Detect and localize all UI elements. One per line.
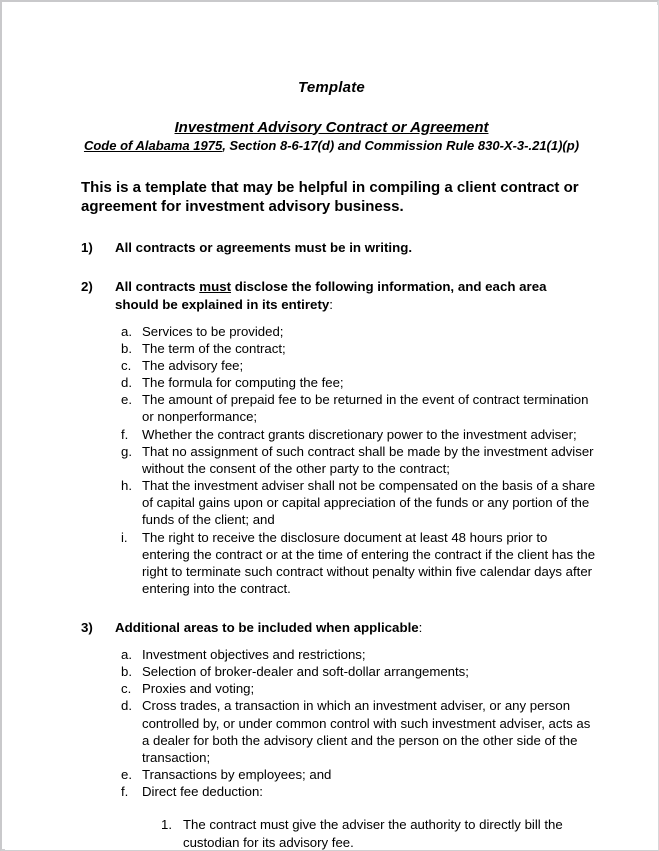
- list-item: [5, 816, 586, 850]
- list-item-text: The formula for computing the fee;: [142, 375, 344, 391]
- list-item: [5, 477, 596, 528]
- list-item-text: Services to be provided;: [142, 323, 284, 339]
- section-marker-2: 2): [81, 279, 93, 295]
- section-heading-2-emphasis: must: [199, 279, 232, 295]
- list-marker: i.: [121, 529, 128, 545]
- list-item-text: Selection of broker-dealer and soft-dollar arrangements;: [142, 664, 469, 680]
- list-item-text: The amount of prepaid fee to be returned in the event of contract termination or nonperformance;: [142, 392, 589, 425]
- section-marker-3: 3): [81, 620, 93, 636]
- document-body: [5, 5, 658, 850]
- list-item: [5, 323, 596, 340]
- section-heading-2-prefix: All contracts: [115, 279, 200, 295]
- list-item-text: Direct fee deduction:: [142, 784, 263, 800]
- list-marker: f.: [121, 784, 129, 800]
- list-item-text: Transactions by employees; and: [142, 766, 332, 782]
- citation-code-reference: Code of Alabama 1975: [83, 137, 223, 153]
- list-marker: e.: [121, 766, 132, 782]
- list-marker: h.: [121, 478, 132, 494]
- list-item: [5, 783, 596, 800]
- list-item: [5, 697, 596, 766]
- list-item-text: That no assignment of such contract shall be made by the investment adviser without the consent of the other party to the contract;: [142, 443, 594, 476]
- list-marker: e.: [121, 392, 132, 408]
- list-marker: b.: [121, 340, 132, 356]
- list-item: [5, 766, 596, 783]
- list-marker: a.: [121, 323, 132, 339]
- list-item-text: The term of the contract;: [142, 340, 286, 356]
- section-marker-1: 1): [81, 239, 93, 255]
- list-item: [5, 663, 596, 680]
- list-item: [5, 680, 596, 697]
- list-item-text: Proxies and voting;: [142, 681, 255, 697]
- list-marker: b.: [121, 664, 132, 680]
- legal-citation: [5, 139, 658, 154]
- document-subtitle: Investment Advisory Contract or Agreement: [174, 118, 489, 136]
- list-item: [5, 340, 596, 357]
- list-item: [5, 426, 596, 443]
- list-marker: 1.: [161, 817, 172, 833]
- list-marker: d.: [121, 698, 132, 714]
- list-item: [5, 357, 596, 374]
- list-item-text: Investment objectives and restrictions;: [142, 646, 366, 662]
- page-title: Template: [298, 79, 365, 96]
- list-item-text: That the investment adviser shall not be compensated on the basis of a share of capital gains upon or capital appreciation of the funds or any portion of the funds of the client; and: [142, 478, 596, 528]
- section-3-alpha-list: [5, 646, 658, 800]
- section-heading-2-suffix: disclose the following information, and each area should be explained in its entirety: [115, 279, 547, 313]
- page-sheet: [5, 5, 658, 850]
- list-item: [5, 391, 596, 425]
- numbered-section-1: [5, 239, 658, 257]
- section-heading-3: Additional areas to be included when applicable: [115, 620, 419, 636]
- list-marker: c.: [121, 681, 132, 697]
- list-item-text: The right to receive the disclosure document at least 48 hours prior to entering the contract or at the time of entering the contract if the client has the right to terminate such contract without penalty within five calendar days after entering into the contract.: [142, 529, 596, 597]
- numbered-section-3: [5, 619, 658, 637]
- list-item: [5, 646, 596, 663]
- list-marker: f.: [121, 426, 129, 442]
- citation-section-reference: , Section 8-6-17(d) and Commission Rule 830-X-3-.21(1)(p): [222, 137, 580, 153]
- list-item-text: Cross trades, a transaction in which an investment adviser, or any person controlled by, or under common control with such investment adviser, acts as a dealer for both the advisory client and the person on the other side of the transaction;: [142, 698, 591, 765]
- section-2-alpha-list: [5, 323, 658, 598]
- list-item: [5, 443, 596, 477]
- list-marker: g.: [121, 443, 132, 459]
- list-marker: a.: [121, 646, 132, 662]
- list-item-text: The advisory fee;: [142, 358, 244, 374]
- numbered-section-2: [5, 278, 658, 313]
- list-item: [5, 374, 596, 391]
- intro-paragraph: This is a template that may be helpful in compiling a client contract or agreement for investment advisory business.: [81, 178, 579, 216]
- list-item-text: Whether the contract grants discretionary power to the investment adviser;: [142, 426, 577, 442]
- list-marker: d.: [121, 375, 132, 391]
- section-heading-2-colon: :: [329, 297, 333, 313]
- section-heading-1: All contracts or agreements must be in writing.: [115, 239, 413, 255]
- list-item-text: The contract must give the adviser the authority to directly bill the custodian for its advisory fee.: [183, 817, 563, 850]
- list-marker: c.: [121, 358, 132, 374]
- list-item: [5, 529, 596, 598]
- section-3-deep-list: [5, 816, 658, 850]
- section-heading-3-colon: :: [418, 620, 423, 636]
